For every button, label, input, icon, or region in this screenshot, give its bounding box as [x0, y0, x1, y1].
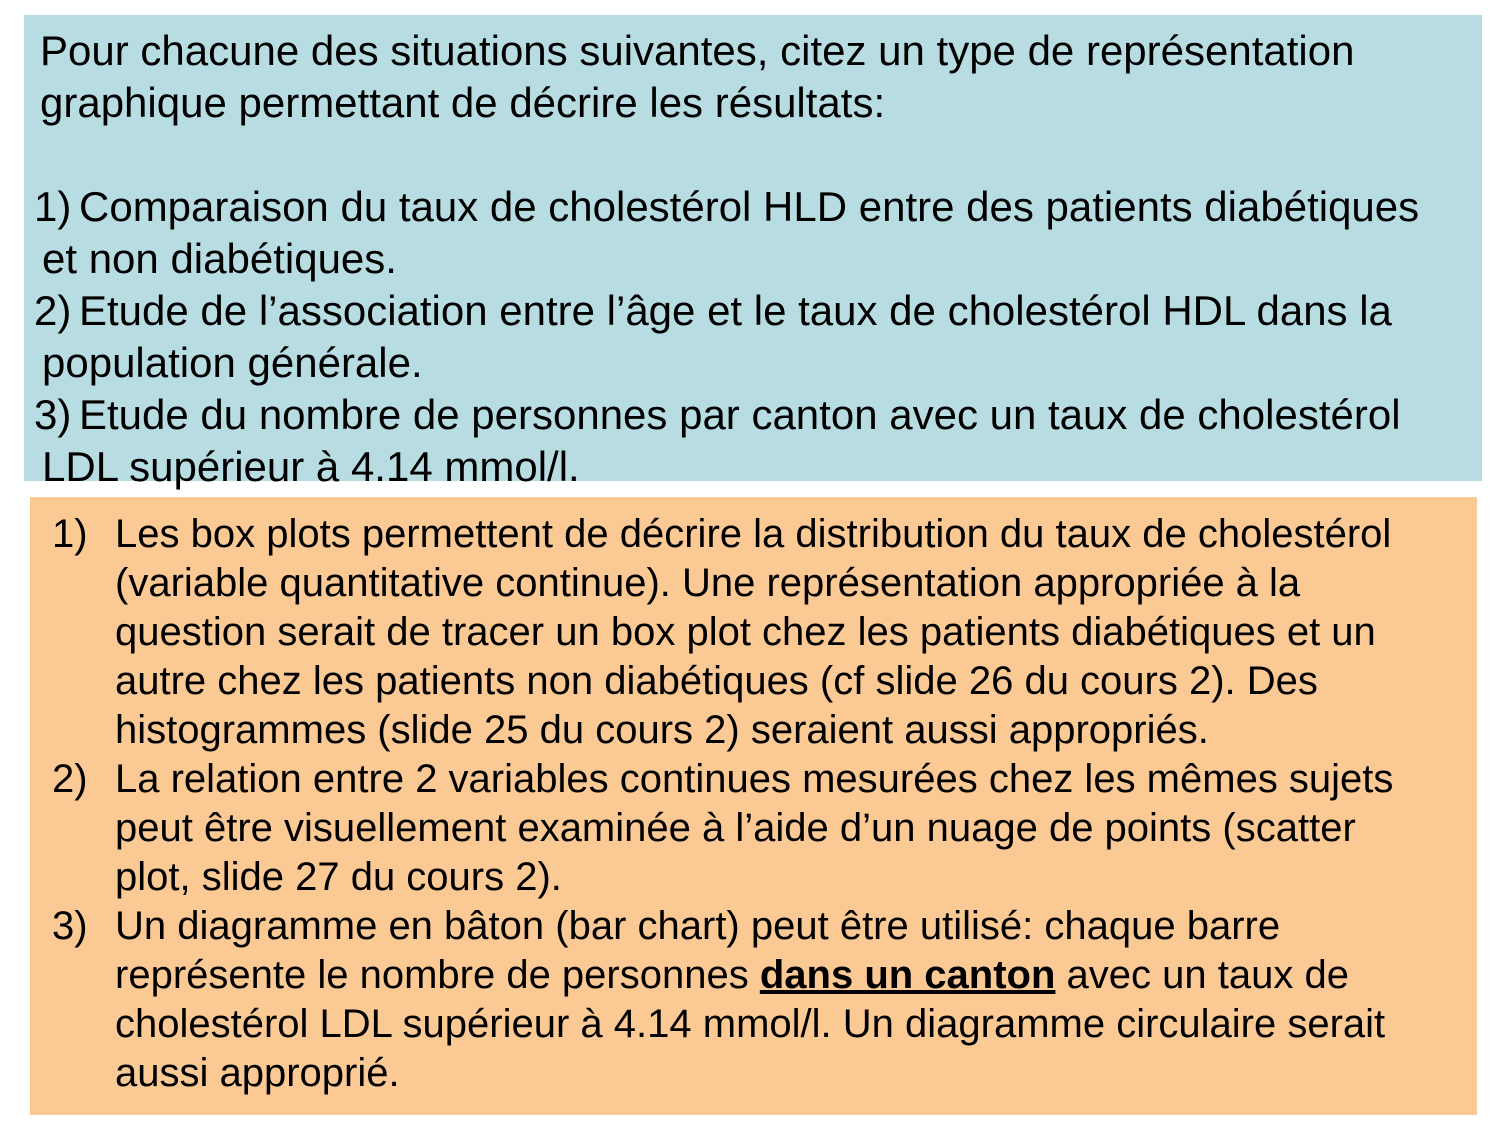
text-line — [115, 951, 1467, 1000]
question-item-3 — [34, 389, 1470, 493]
text-line: autre chez les patients non diabétiques (cf slide 26 du cours 2). Des — [115, 659, 1318, 703]
text-line: population générale. — [42, 339, 423, 386]
question-intro-line: Pour chacune des situations suivantes, citez un type de représentation — [40, 27, 1355, 74]
text-line — [34, 181, 1470, 233]
text-line: peut être visuellement examinée à l’aide d’un nuage de points (scatter — [115, 806, 1356, 850]
question-item-text: Etude du nombre de personnes par canton avec un taux de cholestérol — [79, 391, 1401, 438]
text-line: Un diagramme en bâton (bar chart) peut être utilisé: chaque barre — [115, 904, 1281, 948]
text-line: et non diabétiques. — [42, 235, 397, 282]
question-item-1 — [34, 181, 1470, 285]
question-item-text: Etude de l’association entre l’âge et le taux de cholestérol HDL dans la — [79, 287, 1392, 334]
text-line: LDL supérieur à 4.14 mmol/l. — [42, 443, 580, 490]
list-number: 2) — [52, 757, 88, 801]
text-line: histogrammes (slide 25 du cours 2) seraient aussi appropriés. — [115, 708, 1209, 752]
text-line — [34, 285, 1470, 337]
text-segment: avec un taux de — [1055, 953, 1349, 997]
answer-box — [30, 497, 1477, 1115]
question-box — [24, 15, 1482, 490]
list-number: 3) — [52, 904, 88, 948]
blank-line — [34, 129, 1470, 181]
answer-item-content — [115, 902, 1467, 1098]
text-line: (variable quantitative continue). Une représentation appropriée à la — [115, 561, 1301, 605]
text-line: La relation entre 2 variables continues mesurées chez les mêmes sujets — [115, 757, 1394, 801]
question-item-2 — [34, 285, 1470, 389]
text-line: cholestérol LDL supérieur à 4.14 mmol/l. Un diagramme circulaire serait — [115, 1002, 1386, 1046]
list-number: 1) — [34, 183, 72, 230]
answer-item-content — [115, 510, 1467, 755]
question-intro-line: graphique permettant de décrire les résultats: — [40, 79, 886, 126]
text-line: question serait de tracer un box plot chez les patients diabétiques et un — [115, 610, 1376, 654]
list-number: 1) — [52, 512, 88, 556]
text-segment: représente le nombre de personnes — [115, 953, 760, 997]
emphasized-text: dans un canton — [759, 953, 1056, 997]
answer-item-2 — [52, 755, 1467, 902]
text-line — [34, 389, 1470, 441]
text-line: aussi approprié. — [115, 1051, 400, 1095]
answer-item-content — [115, 755, 1467, 902]
text-line: Les box plots permettent de décrire la distribution du taux de cholestérol — [115, 512, 1392, 556]
answer-item-3 — [52, 902, 1467, 1098]
text-line: plot, slide 27 du cours 2). — [115, 855, 562, 899]
answer-item-1 — [52, 510, 1467, 755]
list-number: 3) — [34, 391, 72, 438]
question-item-text: Comparaison du taux de cholestérol HLD entre des patients diabétiques — [79, 183, 1420, 230]
list-number: 2) — [34, 287, 72, 334]
